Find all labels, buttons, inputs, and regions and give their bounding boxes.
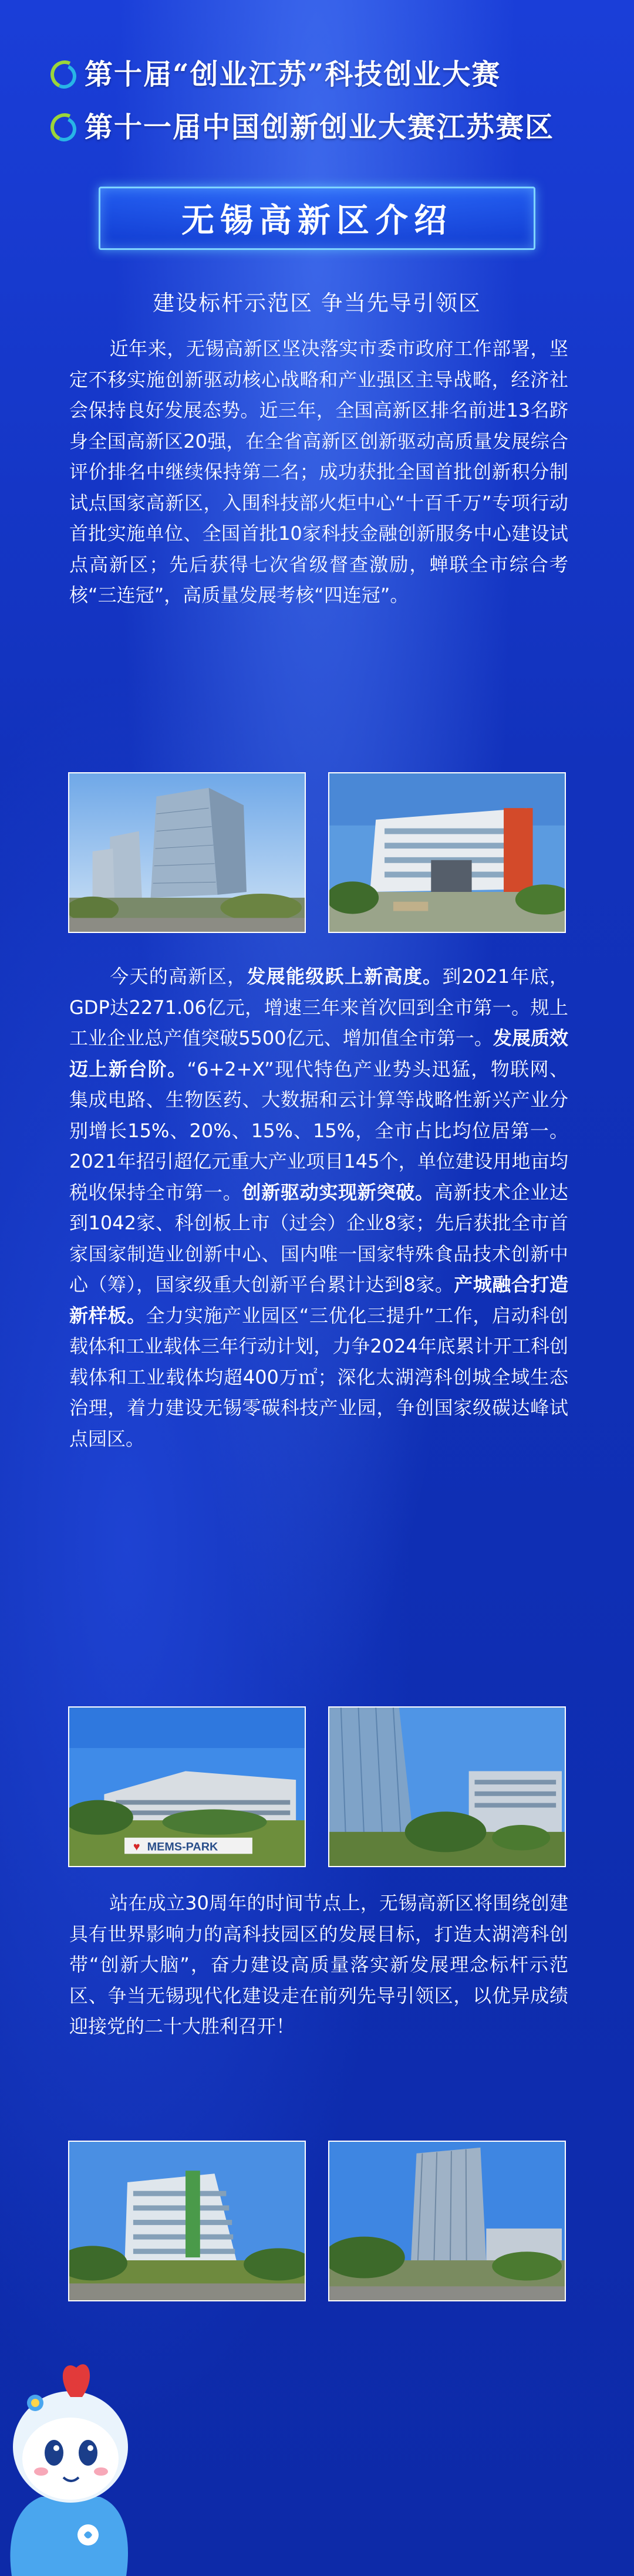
p2-highlight-4: 产城融合打造新样板。 xyxy=(69,1273,568,1327)
page-subtitle: 建设标杆示范区 争当先导引领区 xyxy=(153,290,481,316)
photo-park-tower xyxy=(328,2141,566,2301)
contest-logo-icon xyxy=(47,111,75,139)
title-banner xyxy=(99,187,535,250)
mems-park-sign: MEMS-PARK xyxy=(147,1840,218,1854)
p2-text-i: 全力实施产业园区“三优化三提升”工作，启动科创载体和工业载体三年行动计划，力争2024年底累计开工科创载体和工业载体均超400万㎡；深化太湖湾科创城全域生态治理，着力建设无锡零碳科技产业园，争创国家级碳达峰试点园区。 xyxy=(69,1304,568,1450)
contest-logo-icon xyxy=(47,58,75,86)
p2-highlight-3: 创新驱动实现新突破。 xyxy=(242,1181,434,1204)
sign-heart-icon: ♥ xyxy=(133,1840,140,1854)
p2-text-a: 今天的高新区， xyxy=(109,965,247,988)
page-header xyxy=(0,0,634,153)
intro-paragraph xyxy=(69,333,568,611)
photo-glass-tower xyxy=(328,1706,566,1867)
p2-text-e: “6+2+X”现代特色产业势头迅猛，物联网、集成电路、生物医药、大数据和云计算等战略性新兴产业分别增长15%、20%、15%、15%，全市占比均位居第一。2021年招引超亿元重大产业项目145个，单位建设用地亩均税收保持全市第一。 xyxy=(69,1057,568,1204)
mascot-character xyxy=(0,2341,141,2576)
p2-text-c: 到2021年底，GDP达2271.06亿元，增速三年来首次回到全市第一。规上工业企业总产值突破5500亿元、增加值全市第一。 xyxy=(69,965,568,1049)
outlook-text: 站在成立30周年的时间节点上，无锡高新区将围绕创建具有世界影响力的高科技园区的发展目标，打造太湖湾科创带“创新大脑”，奋力建设高质量落实新发展理念标杆示范区、争当无锡现代化建设走在前列先导引领区，以优异成绩迎接党的二十大胜利召开！ xyxy=(69,1892,568,2037)
header-line-1-text: 第十届“创业江苏”科技创业大赛 xyxy=(85,58,501,91)
p2-highlight-2: 发展质效迈上新台阶。 xyxy=(69,1027,568,1080)
development-paragraph xyxy=(69,961,568,1454)
p2-highlight-1: 发展能级跃上新高度。 xyxy=(247,965,443,988)
photo-mems-park xyxy=(68,1706,306,1867)
header-line-2-text: 第十一届中国创新创业大赛江苏赛区 xyxy=(85,111,555,144)
photo-office-complex xyxy=(68,2141,306,2301)
page-title: 无锡高新区介绍 xyxy=(181,202,453,240)
photo-office-towers xyxy=(68,772,306,933)
p2-text-g: 高新技术企业达到1042家、科创板上市（过会）企业8家；先后获批全市首家国家制造业创新中心、国内唯一国家特殊食品技术创新中心（筹），国家级重大创新平台累计达到8家。 xyxy=(69,1181,568,1296)
header-line-1 xyxy=(47,52,501,92)
outlook-paragraph xyxy=(69,1888,568,2042)
intro-text: 近年来，无锡高新区坚决落实市委市政府工作部署，坚定不移实施创新驱动核心战略和产业强区主导战略，经济社会保持良好发展态势。近三年，全国高新区排名前进13名跻身全国高新区20强，在全省高新区创新驱动高质量发展综合评价排名中继续保持第二名；成功获批全国首批创新积分制试点国家高新区，入围科技部火炬中心“十百千万”专项行动首批实施单位、全国首批10家科技金融创新服务中心建设试点高新区；先后获得七次省级督查激励，蝉联全市综合考核“三连冠”，高质量发展考核“四连冠”。 xyxy=(69,337,568,606)
photo-modern-building xyxy=(328,772,566,933)
header-line-2 xyxy=(47,104,554,145)
